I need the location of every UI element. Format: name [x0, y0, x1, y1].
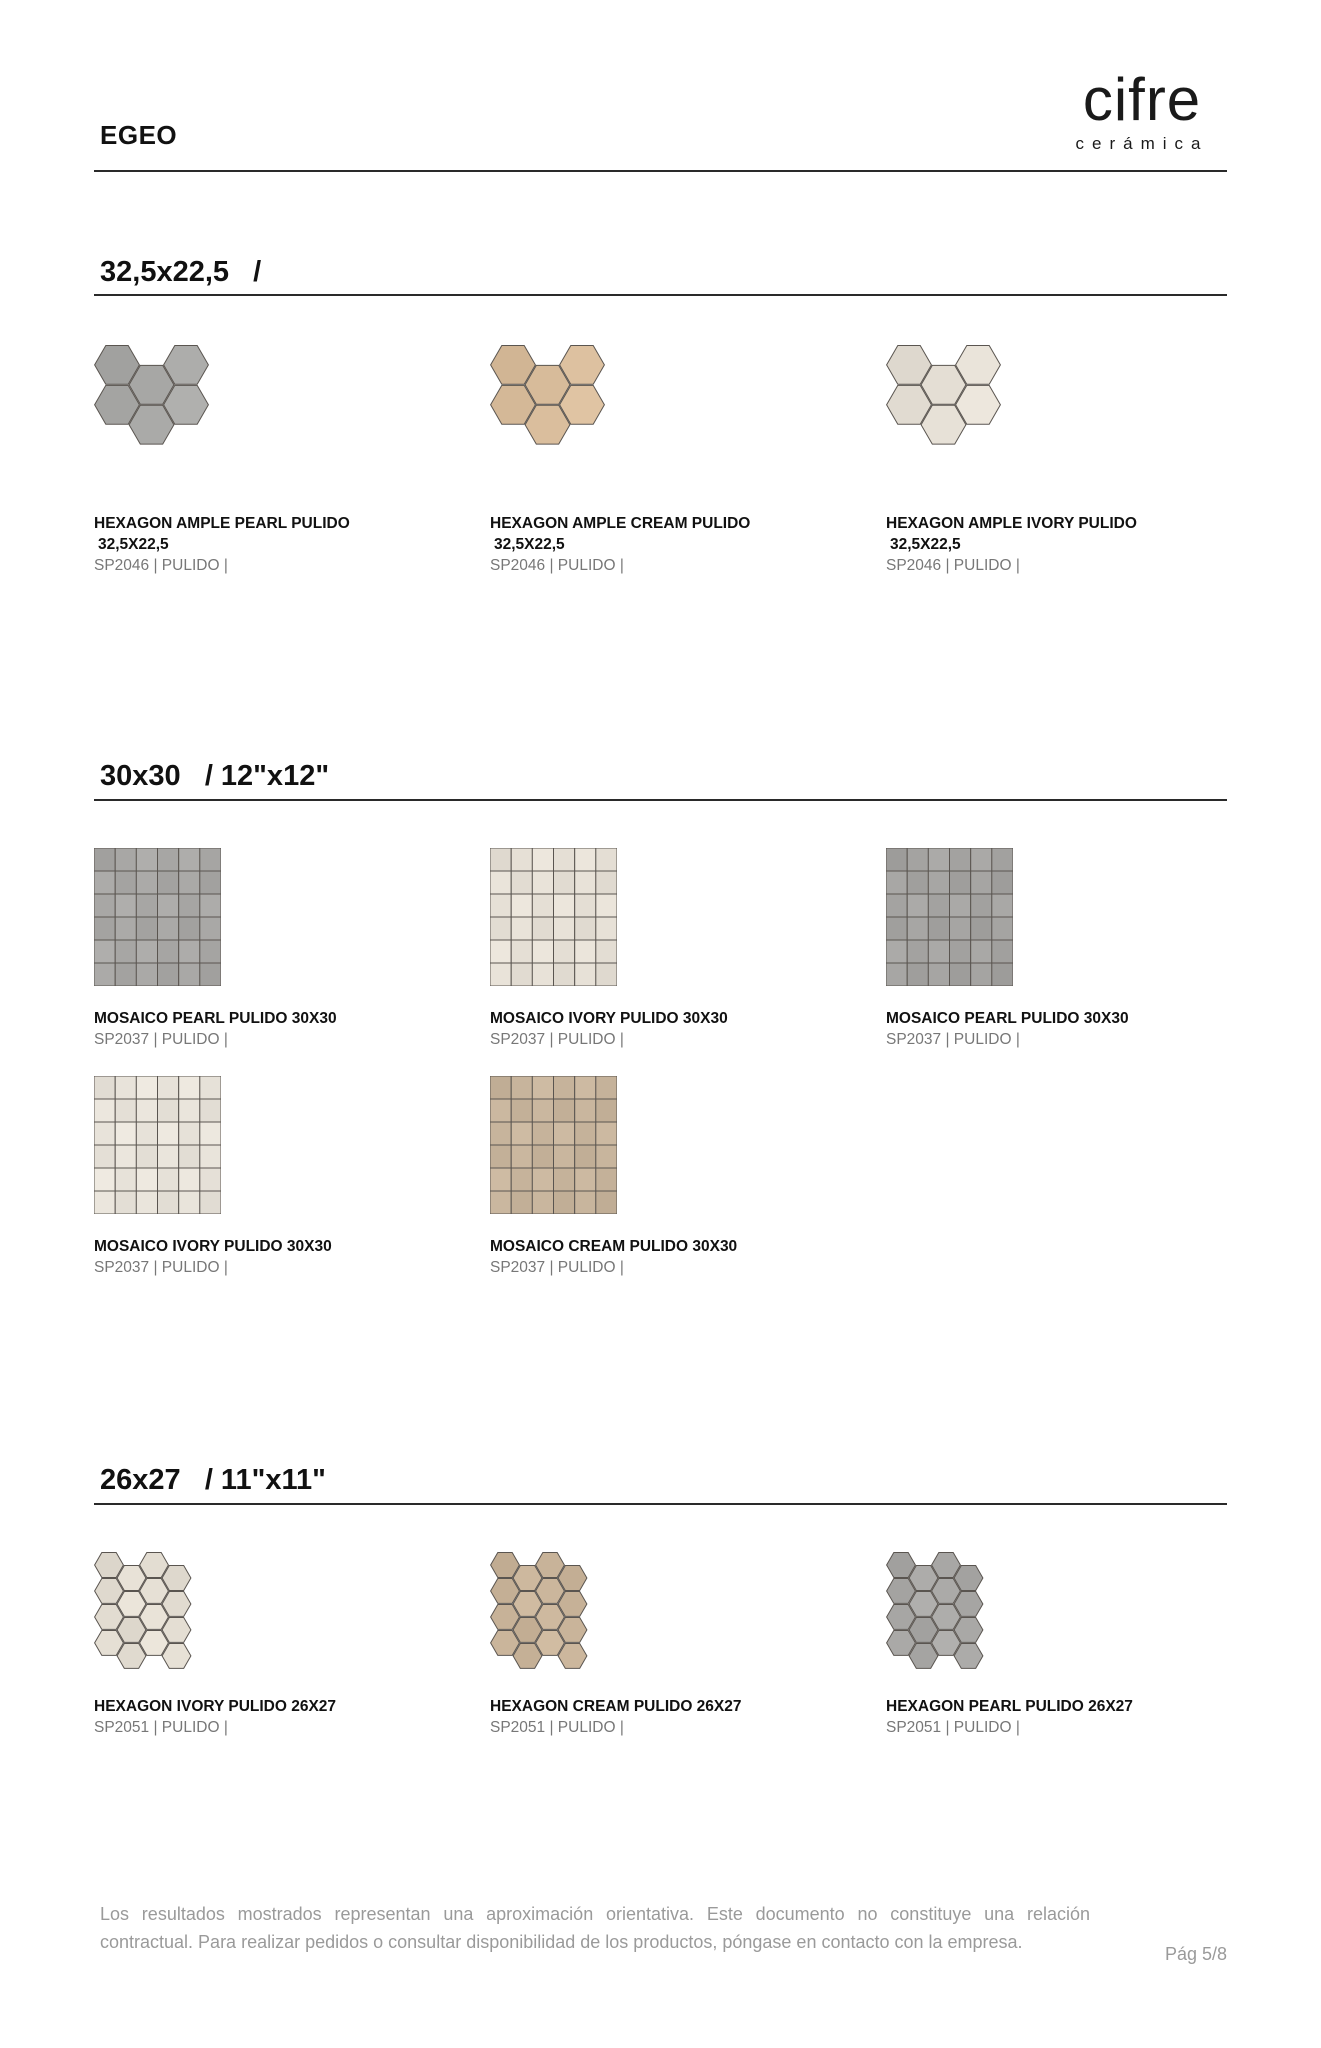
tile-piece	[575, 1168, 596, 1191]
section-divider-2	[94, 799, 1227, 801]
tile-piece	[554, 963, 575, 986]
tile-piece	[886, 894, 907, 917]
tile-piece	[907, 940, 928, 963]
tile-piece	[554, 1145, 575, 1168]
tile-piece	[94, 848, 115, 871]
header-divider	[94, 170, 1227, 172]
product-size: 32,5X22,5	[494, 536, 565, 553]
tile-piece	[992, 917, 1013, 940]
tile-piece	[136, 1191, 157, 1214]
tile-piece	[886, 940, 907, 963]
tile-piece	[596, 917, 617, 940]
tile-piece	[907, 871, 928, 894]
tile-piece	[575, 1122, 596, 1145]
product-name: HEXAGON AMPLE CREAM PULIDO	[490, 515, 751, 532]
tile-piece	[158, 940, 179, 963]
tile-piece	[158, 1168, 179, 1191]
tile-piece	[511, 871, 532, 894]
section-divider-3	[94, 1503, 1227, 1505]
section-divider-1	[94, 294, 1227, 296]
tile-piece	[490, 871, 511, 894]
tile-piece	[575, 871, 596, 894]
tile-piece	[554, 1076, 575, 1099]
tile-piece	[94, 917, 115, 940]
tile-piece	[575, 1076, 596, 1099]
product-image	[490, 1076, 617, 1214]
tile-piece	[928, 871, 949, 894]
tile-piece	[115, 894, 136, 917]
tile-piece	[596, 894, 617, 917]
tile-piece	[158, 1099, 179, 1122]
tile-piece	[511, 1099, 532, 1122]
tile-piece	[950, 871, 971, 894]
product-name: MOSAICO PEARL PULIDO 30X30	[886, 1010, 1129, 1027]
product-code: SP2051 | PULIDO |	[886, 1719, 1020, 1736]
tile-piece	[200, 940, 221, 963]
tile-piece	[490, 848, 511, 871]
tile-piece	[928, 963, 949, 986]
tile-piece	[490, 1099, 511, 1122]
tile-piece	[200, 1191, 221, 1214]
tile-piece	[115, 1099, 136, 1122]
tile-piece	[907, 894, 928, 917]
tile-piece	[554, 1122, 575, 1145]
tile-piece	[179, 848, 200, 871]
tile-piece	[136, 1145, 157, 1168]
tile-piece	[886, 917, 907, 940]
tile-piece	[532, 1168, 553, 1191]
product-name: HEXAGON AMPLE IVORY PULIDO	[886, 515, 1137, 532]
product-code: SP2046 | PULIDO |	[94, 557, 228, 574]
product-image	[490, 848, 617, 986]
tile-piece	[115, 848, 136, 871]
tile-piece	[554, 940, 575, 963]
tile-piece	[115, 1191, 136, 1214]
tile-piece	[179, 1122, 200, 1145]
tile-piece	[490, 940, 511, 963]
tile-piece	[136, 894, 157, 917]
tile-piece	[532, 1076, 553, 1099]
tile-piece	[158, 917, 179, 940]
tile-piece	[950, 917, 971, 940]
tile-piece	[179, 1191, 200, 1214]
tile-piece	[179, 1168, 200, 1191]
product-name: MOSAICO IVORY PULIDO 30X30	[94, 1238, 332, 1255]
tile-piece	[179, 1076, 200, 1099]
tile-piece	[532, 1191, 553, 1214]
tile-piece	[575, 894, 596, 917]
tile-piece	[971, 917, 992, 940]
tile-piece	[575, 963, 596, 986]
tile-piece	[596, 940, 617, 963]
tile-piece	[511, 1168, 532, 1191]
tile-piece	[490, 894, 511, 917]
tile-piece	[511, 1145, 532, 1168]
tile-piece	[575, 1145, 596, 1168]
tile-piece	[158, 1145, 179, 1168]
section-title-1: 32,5x22,5 /	[100, 256, 262, 288]
product-code: SP2046 | PULIDO |	[490, 557, 624, 574]
tile-piece	[158, 871, 179, 894]
tile-piece	[992, 848, 1013, 871]
tile-piece	[490, 963, 511, 986]
tile-piece	[115, 1076, 136, 1099]
product-image	[886, 345, 1016, 445]
logo-brand-text: cifre	[1082, 66, 1202, 133]
tile-piece	[158, 894, 179, 917]
product-image	[490, 1552, 605, 1672]
tile-piece	[511, 1076, 532, 1099]
product-name: HEXAGON PEARL PULIDO 26X27	[886, 1698, 1133, 1715]
product-size: 32,5X22,5	[98, 536, 169, 553]
tile-piece	[511, 894, 532, 917]
tile-piece	[971, 848, 992, 871]
tile-piece	[179, 1145, 200, 1168]
tile-piece	[136, 1076, 157, 1099]
tile-piece	[950, 940, 971, 963]
tile-piece	[136, 871, 157, 894]
tile-piece	[115, 1168, 136, 1191]
tile-piece	[992, 963, 1013, 986]
collection-title: EGEO	[100, 120, 178, 150]
tile-piece	[490, 1076, 511, 1099]
product-image	[886, 848, 1013, 986]
tile-piece	[907, 848, 928, 871]
tile-piece	[596, 848, 617, 871]
tile-piece	[596, 1191, 617, 1214]
tile-piece	[200, 917, 221, 940]
tile-piece	[158, 1191, 179, 1214]
product-image	[94, 1076, 221, 1214]
tile-piece	[886, 871, 907, 894]
tile-piece	[115, 1122, 136, 1145]
product-code: SP2037 | PULIDO |	[490, 1031, 624, 1048]
tile-piece	[179, 963, 200, 986]
tile-piece	[596, 963, 617, 986]
tile-piece	[992, 940, 1013, 963]
tile-piece	[928, 894, 949, 917]
tile-piece	[532, 917, 553, 940]
tile-piece	[136, 1168, 157, 1191]
tile-piece	[115, 963, 136, 986]
tile-piece	[532, 1122, 553, 1145]
tile-piece	[532, 1099, 553, 1122]
tile-piece	[971, 963, 992, 986]
tile-piece	[532, 963, 553, 986]
tile-piece	[136, 917, 157, 940]
tile-piece	[992, 871, 1013, 894]
tile-piece	[179, 1099, 200, 1122]
tile-piece	[136, 963, 157, 986]
tile-piece	[136, 940, 157, 963]
tile-piece	[928, 917, 949, 940]
tile-piece	[115, 917, 136, 940]
page-header	[94, 66, 1227, 172]
product-image	[94, 345, 224, 445]
product-code: SP2037 | PULIDO |	[94, 1031, 228, 1048]
product-code: SP2046 | PULIDO |	[886, 557, 1020, 574]
tile-piece	[596, 1099, 617, 1122]
tile-piece	[94, 1168, 115, 1191]
tile-piece	[554, 848, 575, 871]
tile-piece	[158, 848, 179, 871]
tile-piece	[907, 963, 928, 986]
tile-piece	[158, 1076, 179, 1099]
section-title-3: 26x27 / 11"x11"	[100, 1464, 326, 1496]
tile-piece	[886, 848, 907, 871]
product-name: HEXAGON IVORY PULIDO 26X27	[94, 1698, 337, 1715]
tile-piece	[94, 963, 115, 986]
disclaimer-note: Los resultados mostrados representan una aproximación orientativa. Este documento no constituye una relación contractual. Para realizar pedidos o consultar disponibilidad de los productos, póngase en contacto con la empresa.	[100, 1904, 1090, 1952]
tile-piece	[596, 1145, 617, 1168]
tile-piece	[554, 917, 575, 940]
tile-piece	[511, 940, 532, 963]
tile-piece	[575, 1099, 596, 1122]
tile-piece	[971, 940, 992, 963]
tile-piece	[950, 848, 971, 871]
product-name: MOSAICO CREAM PULIDO 30X30	[490, 1238, 738, 1255]
tile-piece	[179, 940, 200, 963]
product-image	[94, 1552, 209, 1672]
tile-piece	[94, 871, 115, 894]
product-image	[490, 345, 620, 445]
tile-piece	[554, 871, 575, 894]
tile-piece	[94, 1122, 115, 1145]
tile-piece	[971, 871, 992, 894]
tile-piece	[532, 940, 553, 963]
product-code: SP2051 | PULIDO |	[94, 1719, 228, 1736]
section-title-2: 30x30 / 12"x12"	[100, 760, 330, 792]
product-name: MOSAICO IVORY PULIDO 30X30	[490, 1010, 728, 1027]
tile-piece	[490, 1145, 511, 1168]
tile-piece	[115, 1145, 136, 1168]
product-code: SP2037 | PULIDO |	[94, 1259, 228, 1276]
tile-piece	[596, 1122, 617, 1145]
tile-piece	[94, 940, 115, 963]
tile-piece	[554, 1168, 575, 1191]
product-name: HEXAGON CREAM PULIDO 26X27	[490, 1698, 742, 1715]
tile-piece	[94, 1191, 115, 1214]
tile-piece	[200, 1168, 221, 1191]
tile-piece	[928, 940, 949, 963]
product-code: SP2037 | PULIDO |	[886, 1031, 1020, 1048]
tile-piece	[136, 1099, 157, 1122]
tile-piece	[158, 963, 179, 986]
tile-piece	[532, 871, 553, 894]
tile-piece	[94, 1076, 115, 1099]
tile-piece	[575, 848, 596, 871]
tile-piece	[158, 1122, 179, 1145]
tile-piece	[532, 894, 553, 917]
tile-piece	[554, 894, 575, 917]
tile-piece	[971, 894, 992, 917]
tile-piece	[94, 894, 115, 917]
product-name: HEXAGON AMPLE PEARL PULIDO	[94, 515, 350, 532]
product-name: MOSAICO PEARL PULIDO 30X30	[94, 1010, 337, 1027]
tile-piece	[200, 894, 221, 917]
tile-piece	[200, 871, 221, 894]
tile-piece	[511, 848, 532, 871]
tile-piece	[886, 963, 907, 986]
tile-piece	[179, 871, 200, 894]
tile-piece	[490, 1191, 511, 1214]
product-image	[94, 848, 221, 986]
tile-piece	[179, 917, 200, 940]
tile-piece	[575, 917, 596, 940]
tile-piece	[200, 1099, 221, 1122]
tile-piece	[490, 917, 511, 940]
tile-piece	[179, 894, 200, 917]
tile-piece	[200, 963, 221, 986]
product-size: 32,5X22,5	[890, 536, 961, 553]
page-number: Pág 5/8	[1164, 1944, 1227, 1964]
tile-piece	[575, 940, 596, 963]
tile-piece	[490, 1168, 511, 1191]
tile-piece	[511, 1191, 532, 1214]
tile-piece	[596, 1076, 617, 1099]
tile-piece	[907, 917, 928, 940]
tile-piece	[511, 963, 532, 986]
tile-piece	[94, 1145, 115, 1168]
tile-piece	[115, 871, 136, 894]
tile-piece	[511, 1122, 532, 1145]
logo-subtitle: cerámica	[1075, 134, 1209, 153]
tile-piece	[992, 894, 1013, 917]
product-code: SP2037 | PULIDO |	[490, 1259, 624, 1276]
product-code: SP2051 | PULIDO |	[490, 1719, 624, 1736]
tile-piece	[950, 894, 971, 917]
tile-piece	[575, 1191, 596, 1214]
tile-piece	[928, 848, 949, 871]
tile-piece	[94, 1099, 115, 1122]
tile-piece	[950, 963, 971, 986]
tile-piece	[200, 1145, 221, 1168]
brand-logo	[1067, 66, 1217, 154]
tile-piece	[532, 1145, 553, 1168]
tile-piece	[511, 917, 532, 940]
tile-piece	[200, 1122, 221, 1145]
tile-piece	[554, 1099, 575, 1122]
tile-piece	[532, 848, 553, 871]
tile-piece	[136, 1122, 157, 1145]
tile-piece	[490, 1122, 511, 1145]
tile-piece	[596, 1168, 617, 1191]
tile-piece	[200, 848, 221, 871]
tile-piece	[136, 848, 157, 871]
tile-piece	[200, 1076, 221, 1099]
tile-piece	[596, 871, 617, 894]
product-image	[886, 1552, 1001, 1672]
tile-piece	[115, 940, 136, 963]
tile-piece	[554, 1191, 575, 1214]
